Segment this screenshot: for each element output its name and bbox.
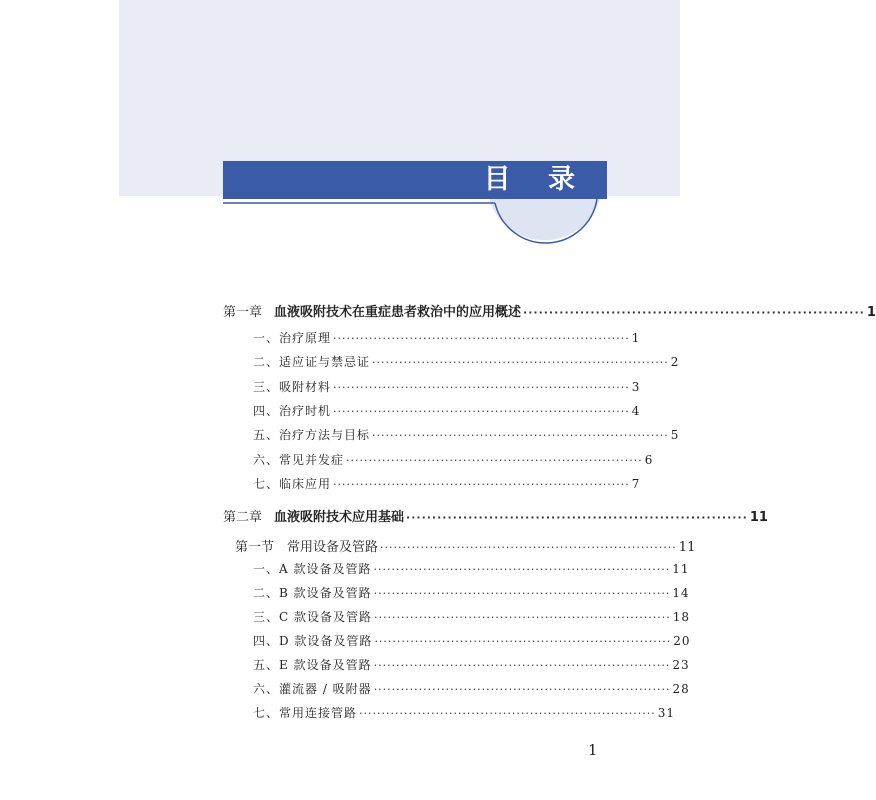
item-page: 1 xyxy=(631,331,641,345)
section-label: 第一节 常用设备及管路 xyxy=(235,540,379,555)
item-page: 4 xyxy=(631,404,641,418)
section-page: 11 xyxy=(678,540,696,555)
item-label: 六、常见并发症 xyxy=(253,453,345,467)
dot-leader: ·································································· xyxy=(359,707,656,720)
dot-leader: ·································································· xyxy=(333,405,630,418)
chapter-title: 血液吸附技术在重症患者救治中的应用概述 xyxy=(274,305,522,320)
item-label: 二、适应证与禁忌证 xyxy=(253,355,371,369)
toc-item[interactable] xyxy=(253,329,641,346)
item-page: 20 xyxy=(673,634,691,648)
item-label: 七、临床应用 xyxy=(253,477,332,491)
toc-section-1[interactable] xyxy=(235,536,696,555)
item-page: 5 xyxy=(670,428,680,442)
item-label: 一、治疗原理 xyxy=(253,331,332,345)
toc-item[interactable] xyxy=(253,632,691,649)
item-label: 二、B 款设备及管路 xyxy=(253,586,372,600)
item-label: 四、D 款设备及管路 xyxy=(253,634,373,648)
dot-leader: ·································································· xyxy=(372,356,669,369)
toc-chapter-1[interactable] xyxy=(223,301,876,320)
item-page: 18 xyxy=(672,610,691,624)
dot-leader: ·································································· xyxy=(373,563,671,576)
toc-item[interactable] xyxy=(253,656,690,673)
toc-item[interactable] xyxy=(253,451,654,468)
item-page: 23 xyxy=(672,658,690,672)
dot-leader: ·································································· xyxy=(333,381,630,394)
dot-leader: ·································································· xyxy=(523,306,865,319)
toc-item[interactable] xyxy=(253,704,676,721)
item-label: 三、吸附材料 xyxy=(253,380,332,394)
toc-item[interactable] xyxy=(253,426,680,443)
item-page: 6 xyxy=(644,453,654,467)
dot-leader: ·································································· xyxy=(373,683,671,696)
dot-leader: ·································································· xyxy=(380,541,677,554)
item-label: 五、E 款设备及管路 xyxy=(253,658,372,672)
toc-item[interactable] xyxy=(253,560,690,577)
toc-item[interactable] xyxy=(253,353,680,370)
dot-leader: ·································································· xyxy=(373,659,671,672)
item-page: 2 xyxy=(670,355,680,369)
dot-leader: ·································································· xyxy=(346,454,643,467)
toc-chapter-2[interactable] xyxy=(223,506,768,525)
item-page: 31 xyxy=(657,706,676,720)
chapter-label: 第二章 xyxy=(223,510,263,525)
item-label: 六、灌流器 / 吸附器 xyxy=(253,682,372,696)
dot-leader: ·································································· xyxy=(373,587,671,600)
chapter-title: 血液吸附技术应用基础 xyxy=(274,510,405,525)
item-label: 三、C 款设备及管路 xyxy=(253,610,372,624)
toc-item[interactable] xyxy=(253,584,690,601)
chapter-page: 11 xyxy=(749,510,768,525)
item-page: 7 xyxy=(631,477,641,491)
item-page: 11 xyxy=(672,562,690,576)
item-page: 3 xyxy=(631,380,641,394)
toc-item[interactable] xyxy=(253,378,641,395)
chapter-label: 第一章 xyxy=(223,305,263,320)
item-page: 14 xyxy=(672,586,690,600)
item-label: 四、治疗时机 xyxy=(253,404,332,418)
page-title: 目 录 xyxy=(483,164,589,195)
item-label: 七、常用连接管路 xyxy=(253,706,358,720)
toc-item[interactable] xyxy=(253,402,641,419)
toc-item[interactable] xyxy=(253,680,690,697)
dot-leader: ·································································· xyxy=(333,478,630,491)
item-label: 一、A 款设备及管路 xyxy=(253,562,372,576)
page-number: 1 xyxy=(588,741,598,759)
toc-item[interactable] xyxy=(253,475,641,492)
dot-leader: ·································································· xyxy=(374,635,672,648)
item-page: 28 xyxy=(672,682,690,696)
chapter-page: 1 xyxy=(866,305,876,320)
dot-leader: ·································································· xyxy=(333,332,630,345)
dot-leader: ·································································· xyxy=(374,611,671,624)
dot-leader: ·································································· xyxy=(406,511,748,524)
item-label: 五、治疗方法与目标 xyxy=(253,428,371,442)
dot-leader: ·································································· xyxy=(372,429,669,442)
toc-item[interactable] xyxy=(253,608,691,625)
title-bar xyxy=(223,161,607,199)
